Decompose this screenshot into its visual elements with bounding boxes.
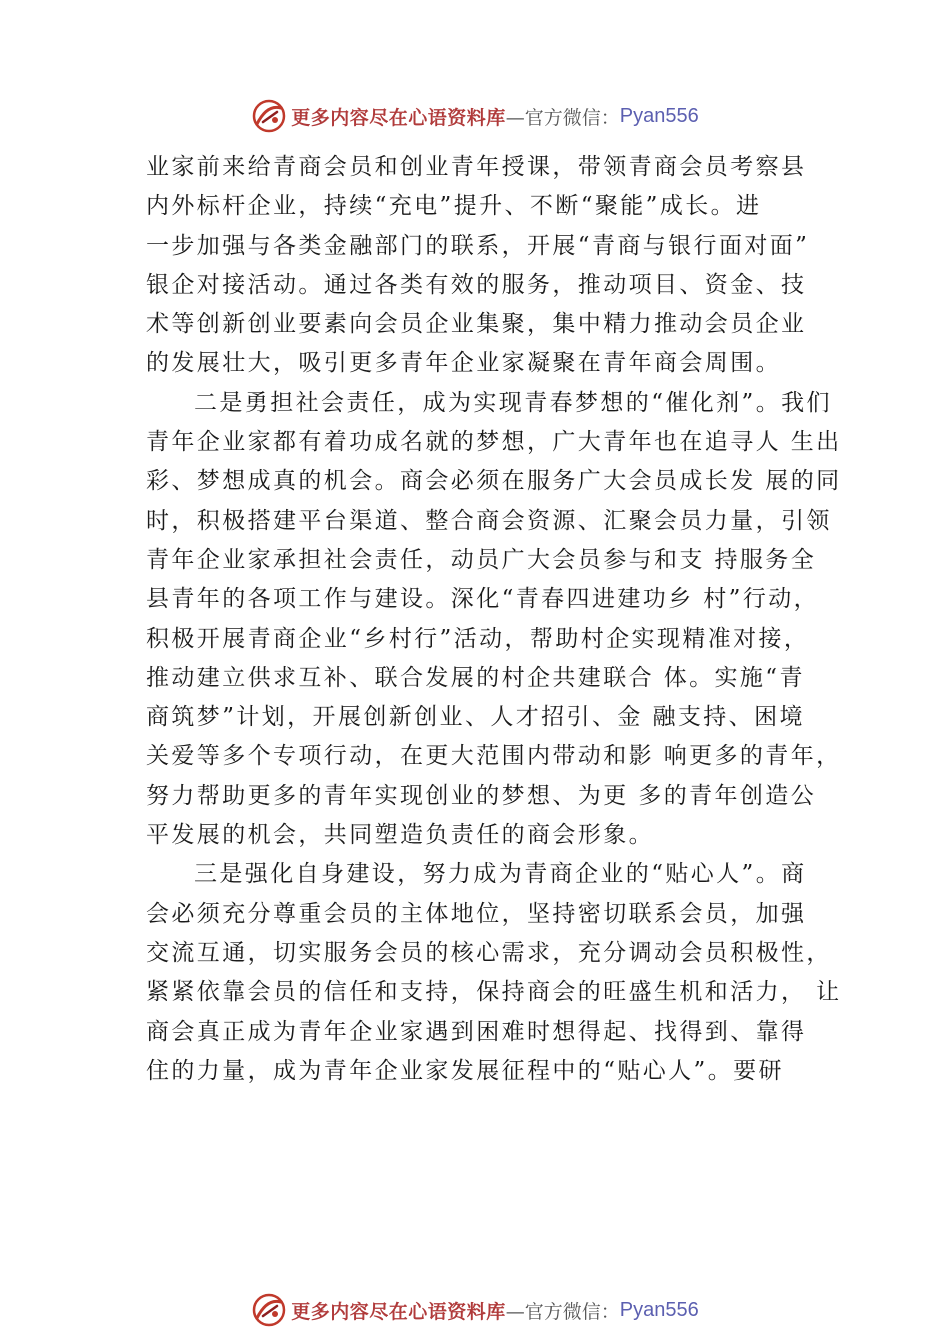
text-line: 彩、梦想成真的机会。商会必须在服务广大会员成长发 展的同 xyxy=(146,468,842,495)
text-line: 紧紧依靠会员的信任和支持，保持商会的旺盛生机和活力， 让 xyxy=(146,979,842,1006)
banner-wechat-id: Pyan556 xyxy=(619,104,699,127)
text-line: 时，积极搭建平台渠道、整合商会资源、汇聚会员力量，引领 xyxy=(146,507,832,534)
text-line: 银企对接活动。通过各类有效的服务，推动项目、资金、技 xyxy=(146,271,807,298)
banner-wechat-label: —官方微信： xyxy=(505,106,620,129)
text-line: 业家前来给青商会员和创业青年授课，带领青商会员考察县 xyxy=(146,154,807,180)
banner-title: 更多内容尽在心语资料库 xyxy=(291,1300,506,1323)
footer-banner xyxy=(0,1290,950,1330)
paragraph-start-line: 二是勇担社会责任，成为实现青春梦想的“催化剂”。我们 xyxy=(194,389,832,416)
banner-wechat-label: —官方微信： xyxy=(505,1300,620,1323)
text-line: 努力帮助更多的青年实现创业的梦想、为更 多的青年创造公 xyxy=(146,782,817,809)
text-line: 住的力量，成为青年企业家发展征程中的“贴心人”。要研 xyxy=(146,1057,784,1084)
logo-icon xyxy=(251,1292,287,1328)
text-line: 商筑梦”计划，开展创新创业、人才招引、金 融支持、困境 xyxy=(146,704,805,731)
text-line: 交流互通，切实服务会员的核心需求，充分调动会员积极性， xyxy=(146,939,832,966)
text-line: 推动建立供求互补、联合发展的村企共建联合 体。实施“青 xyxy=(146,664,805,691)
text-line: 一步加强与各类金融部门的联系，开展“青商与银行面对面” xyxy=(146,232,810,259)
text-line: 平发展的机会，共同塑造负责任的商会形象。 xyxy=(146,822,654,849)
text-line: 商会真正成为青年企业家遇到困难时想得起、找得到、靠得 xyxy=(146,1018,807,1045)
logo-icon xyxy=(251,98,287,134)
document-body xyxy=(146,148,842,1091)
header-banner xyxy=(0,96,950,136)
text-line: 内外标杆企业，持续“充电”提升、不断“聚能”成长。进 xyxy=(146,193,762,220)
text-line: 关爱等多个专项行动，在更大范围内带动和影 响更多的青年， xyxy=(146,743,842,770)
banner-wechat-id: Pyan556 xyxy=(619,1298,699,1321)
text-line: 县青年的各项工作与建设。深化“青春四进建功乡 村”行动， xyxy=(146,586,820,613)
text-line: 会必须充分尊重会员的主体地位，坚持密切联系会员，加强 xyxy=(146,900,807,927)
text-line: 积极开展青商企业“乡村行”活动，帮助村企实现精准对接， xyxy=(146,625,810,652)
text-line: 的发展壮大，吸引更多青年企业家凝聚在青年商会周围。 xyxy=(146,350,781,377)
text-line: 青年企业家承担社会责任，动员广大会员参与和支 持服务全 xyxy=(146,546,817,573)
banner-title: 更多内容尽在心语资料库 xyxy=(291,106,506,129)
text-line: 术等创新创业要素向会员企业集聚，集中精力推动会员企业 xyxy=(146,311,807,338)
paragraph-start-line: 三是强化自身建设，努力成为青商企业的“贴心人”。商 xyxy=(194,861,807,888)
text-line: 青年企业家都有着功成名就的梦想，广大青年也在追寻人 生出 xyxy=(146,429,842,456)
